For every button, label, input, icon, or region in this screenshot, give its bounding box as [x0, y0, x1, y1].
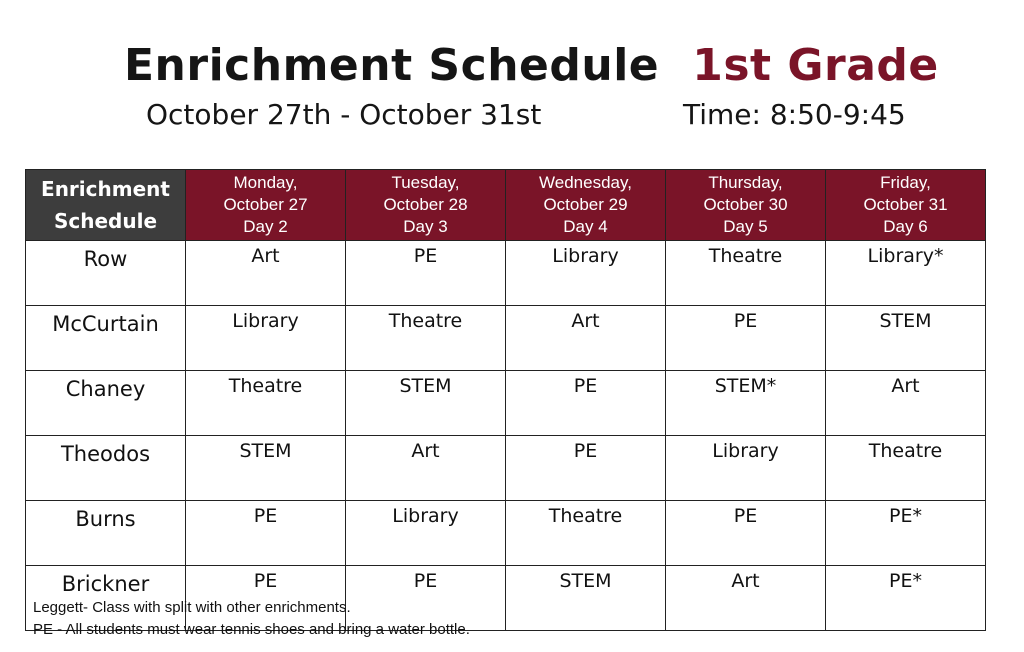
teacher-name: Chaney [26, 371, 186, 436]
grade-label: 1st Grade [692, 40, 939, 91]
teacher-name: Burns [26, 501, 186, 566]
table-row [26, 306, 986, 371]
day-rotation: Day 5 [723, 217, 768, 236]
schedule-cell: Library [506, 241, 666, 306]
teacher-name: Row [26, 241, 186, 306]
day-header [186, 170, 346, 241]
schedule-cell: PE [186, 501, 346, 566]
schedule-cell: STEM [826, 306, 986, 371]
time-range: Time: 8:50-9:45 [683, 98, 906, 131]
day-name: Thursday, [708, 173, 783, 192]
schedule-cell: Art [666, 566, 826, 631]
day-header [826, 170, 986, 241]
schedule-cell: PE [666, 306, 826, 371]
day-rotation: Day 6 [883, 217, 928, 236]
schedule-cell: Library [346, 501, 506, 566]
corner-line: Schedule [53, 209, 158, 233]
corner-header [26, 170, 186, 241]
page-title: Enrichment Schedule [124, 40, 660, 91]
day-name: Monday, [233, 173, 298, 192]
schedule-cell: Library* [826, 241, 986, 306]
day-date: October 28 [383, 195, 468, 214]
schedule-cell: Theatre [826, 436, 986, 501]
day-rotation: Day 3 [403, 217, 448, 236]
day-rotation: Day 4 [563, 217, 608, 236]
schedule-cell: Theatre [346, 306, 506, 371]
date-range: October 27th - October 31st [146, 98, 542, 131]
day-name: Friday, [880, 173, 931, 192]
title-row [124, 40, 939, 91]
table-row [26, 371, 986, 436]
schedule-cell: Art [186, 241, 346, 306]
footnotes [33, 597, 470, 641]
schedule-cell: Library [186, 306, 346, 371]
schedule-cell: PE* [826, 501, 986, 566]
day-name: Wednesday, [539, 173, 632, 192]
schedule-cell: PE* [826, 566, 986, 631]
footnote: Leggett- Class with split with other enrichments. [33, 599, 351, 616]
table-row [26, 501, 986, 566]
schedule-cell: Library [666, 436, 826, 501]
day-date: October 31 [863, 195, 948, 214]
footnote: PE - All students must wear tennis shoes and bring a water bottle. [33, 621, 470, 638]
schedule-cell: Theatre [186, 371, 346, 436]
schedule-cell: STEM [506, 566, 666, 631]
schedule-cell: Theatre [506, 501, 666, 566]
teacher-name: Brickner [26, 566, 186, 631]
schedule-cell: Theatre [666, 241, 826, 306]
schedule-cell: PE [506, 371, 666, 436]
table-row [26, 436, 986, 501]
day-name: Tuesday, [391, 173, 460, 192]
schedule-cell: PE [506, 436, 666, 501]
schedule-cell: PE [346, 566, 506, 631]
schedule-cell: Art [826, 371, 986, 436]
schedule-cell: PE [346, 241, 506, 306]
day-header [346, 170, 506, 241]
schedule-cell: STEM [346, 371, 506, 436]
day-date: October 30 [703, 195, 788, 214]
schedule-table [25, 169, 986, 631]
day-header [666, 170, 826, 241]
day-rotation: Day 2 [243, 217, 288, 236]
schedule-cell: PE [666, 501, 826, 566]
corner-line: Enrichment [41, 177, 170, 201]
schedule-cell: STEM* [666, 371, 826, 436]
day-date: October 27 [223, 195, 308, 214]
teacher-name: McCurtain [26, 306, 186, 371]
day-date: October 29 [543, 195, 628, 214]
teacher-name: Theodos [26, 436, 186, 501]
day-header [506, 170, 666, 241]
schedule-cell: PE [186, 566, 346, 631]
schedule-cell: STEM [186, 436, 346, 501]
table-row [26, 241, 986, 306]
schedule-cell: Art [346, 436, 506, 501]
header-row [26, 170, 986, 241]
schedule-cell: Art [506, 306, 666, 371]
